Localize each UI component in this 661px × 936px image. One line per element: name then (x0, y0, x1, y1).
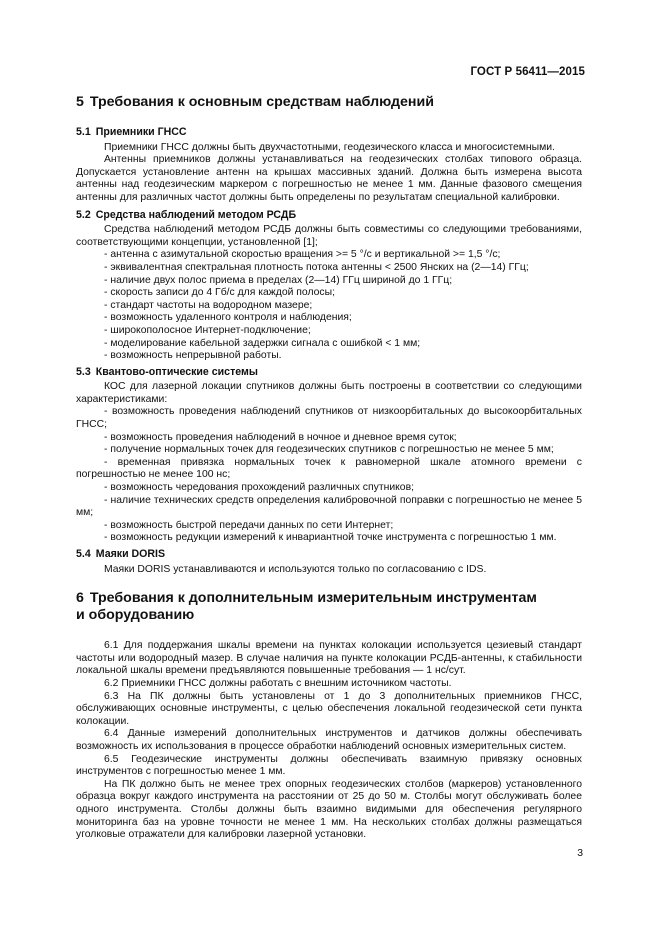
section-6-heading (76, 590, 582, 624)
subsection-5-1-title: Приемники ГНСС (95, 126, 187, 138)
subsection-5-4-title: Маяки DORIS (95, 548, 166, 560)
section-6-title-line-1: Требования к дополнительным измерительным инструментам (89, 590, 537, 607)
document-code: ГОСТ Р 56411—2015 (470, 66, 585, 78)
list-item: - временная привязка нормальных точек к равномерной шкале атомного времени с погрешностью не менее 100 нс; (76, 457, 582, 482)
section-6-body (76, 640, 582, 842)
section-6-paragraph: На ПК должно быть не менее трех опорных геодезических столбов (маркеров) установленного образца вокруг каждого инструмента на расстоянии от 25 до 50 м. Столбы могут обслуживать более одного инструмента. Столбы должны быть взаимно видимыми для обеспечения регулярного мониторинга баз на уровне точности не менее 1 мм. На нескольких столбах должны размещаться уголковые отражатели для калибровки лазерной установки. (76, 778, 582, 841)
subsection-5-4-paragraph: Маяки DORIS устанавливаются и используются только по согласованию с IDS. (104, 563, 487, 575)
subsection-5-1-paragraph-2: Антенны приемников должны устанавливаться на геодезических столбах типового образца. Допускается установление антенн на крышах массивных зданий. Должна быть измерена высота антенны над геодезическим маркером с погрешностью не менее 1 мм. Данные фазового смещения антенны для различных частот должны быть определены по результатам специальной калибровки. (76, 154, 582, 203)
page-number: 3 (577, 848, 583, 859)
page-content (76, 92, 582, 842)
subsection-5-2-heading (76, 209, 582, 222)
subsection-5-2-title: Средства наблюдений методом РСДБ (95, 208, 297, 221)
slr-requirements-list (76, 406, 582, 545)
list-item: - эквивалентная спектральная плотность потока антенны < 2500 Янских на (2—14) ГГц; (76, 262, 582, 275)
section-6-paragraph: 6.2 Приемники ГНСС должны работать с внешним источником частоты. (104, 677, 452, 689)
list-item: - наличие двух полос приема в пределах (2—14) ГГц шириной до 1 ГГц; (76, 275, 582, 288)
list-item: - широкополосное Интернет-подключение; (76, 325, 582, 338)
list-item: - наличие технических средств определения калибровочной поправки с погрешностью не менее 5 мм; (76, 495, 582, 520)
subsection-5-2-number: 5.2 (76, 208, 91, 221)
subsection-5-3-number: 5.3 (76, 365, 91, 378)
subsection-5-3-title: Квантово-оптические системы (95, 365, 258, 378)
list-item: - возможность непрерывной работы. (76, 350, 582, 363)
subsection-5-1-paragraph-1: Приемники ГНСС должны быть двухчастотными, геодезического класса и многосистемными. (104, 141, 555, 153)
subsection-5-4-number: 5.4 (76, 548, 91, 560)
section-5-title: Требования к основным средствам наблюдений (89, 94, 434, 110)
list-item: - антенна с азимутальной скоростью вращения >= 5 °/с и вертикальной >= 1,5 °/с; (76, 249, 582, 262)
subsection-5-3-heading (76, 366, 582, 379)
list-item: - возможность проведения наблюдений спутников от низкоорбитальных до высокоорбитальных ГНСС; (76, 406, 582, 431)
subsection-5-1-number: 5.1 (76, 126, 91, 138)
section-6-number: 6 (76, 590, 84, 607)
section-6-paragraph: 6.3 На ПК должны быть установлены от 1 до 3 дополнительных приемников ГНСС, обслуживающих основные инструменты, с целью обеспечения локальной геодезической сети пункта колокации. (76, 690, 582, 727)
section-6-paragraph: 6.1 Для поддержания шкалы времени на пунктах колокации используется цезиевый стандарт частоты или водородный мазер. В случае наличия на пункте колокации РСДБ-антенны, к стабильности локальной шкалы времени предъявляются повышенные требования — 1 нс/сут. (76, 640, 582, 677)
list-item: - возможность проведения наблюдений в ночное и дневное время суток; (76, 432, 582, 445)
list-item: - возможность чередования прохождений различных спутников; (76, 482, 582, 495)
list-item: - возможность удаленного контроля и наблюдения; (76, 312, 582, 325)
list-item: - получение нормальных точек для геодезических спутников с погрешностью не менее 5 мм; (76, 444, 582, 457)
list-item: - моделирование кабельной задержки сигнала с ошибкой < 1 мм; (76, 338, 582, 351)
section-6-paragraph: 6.5 Геодезические инструменты должны обеспечивать взаимную привязку основных инструментов с погрешностью менее 1 мм. (76, 753, 582, 778)
subsection-5-4-heading (76, 548, 582, 561)
list-item: - скорость записи до 4 Гб/с для каждой полосы; (76, 287, 582, 300)
subsection-5-1-heading (76, 126, 582, 139)
subsection-5-2-intro: Средства наблюдений методом РСДБ должны быть совместимы со следующими требованиями, соответствующими концепции, установленной [1]; (76, 224, 582, 248)
vlbi-requirements-list (76, 249, 582, 362)
subsection-5-3-intro: КОС для лазерной локации спутников должны быть построены в соответствии со следующими характеристиками: (76, 381, 582, 405)
list-item: - возможность быстрой передачи данных по сети Интернет; (76, 520, 582, 533)
list-item: - стандарт частоты на водородном мазере; (76, 300, 582, 313)
section-5-number: 5 (76, 94, 84, 110)
section-6-paragraph: 6.4 Данные измерений дополнительных инструментов и датчиков должны обеспечивать возможность их использования в процессе обработки наблюдений основных измерительных систем. (76, 728, 582, 752)
list-item: - возможность редукции измерений к инвариантной точке инструмента с погрешностью 1 мм. (76, 532, 582, 545)
section-6-title-line-2: и оборудованию (76, 607, 195, 624)
section-5-heading (76, 94, 582, 111)
